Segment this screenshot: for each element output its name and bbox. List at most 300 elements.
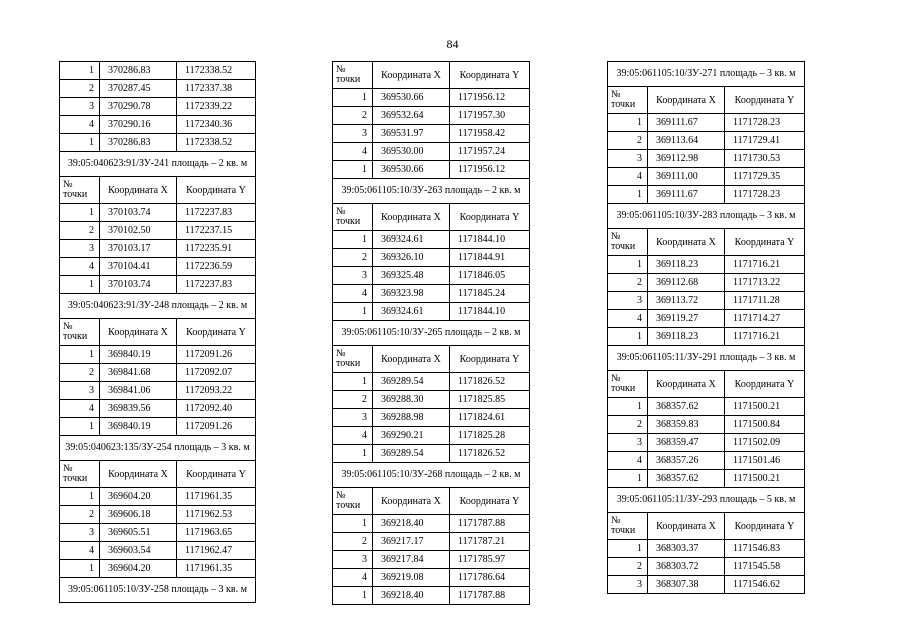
header-coordinate-y: Координата Y <box>177 319 256 346</box>
point-number-cell: 1 <box>333 231 373 249</box>
coordinate-x-cell: 369840.19 <box>100 418 177 436</box>
coordinate-y-cell: 1171500.21 <box>725 470 805 488</box>
coordinate-x-cell: 369288.30 <box>373 391 450 409</box>
point-number-cell: 4 <box>60 542 100 560</box>
coordinate-y-cell: 1171500.21 <box>725 398 805 416</box>
parcel-title-row <box>608 488 805 513</box>
coordinate-y-cell: 1171714.27 <box>725 310 805 328</box>
header-coordinate-y: Координата Y <box>177 177 256 204</box>
point-number-cell: 4 <box>333 143 373 161</box>
coordinate-x-cell: 368303.72 <box>648 558 725 576</box>
coordinate-x-cell: 369841.06 <box>100 382 177 400</box>
coordinate-x-cell: 369113.64 <box>648 132 725 150</box>
point-number-cell: 1 <box>333 89 373 107</box>
point-number-cell: 3 <box>608 576 648 594</box>
coordinate-x-cell: 368359.47 <box>648 434 725 452</box>
table-header-row <box>60 461 256 488</box>
header-point-number: № точки <box>608 513 648 540</box>
coordinate-table <box>607 61 805 594</box>
coordinate-x-cell: 369112.98 <box>648 150 725 168</box>
coordinate-x-cell: 369530.66 <box>373 89 450 107</box>
table-row <box>333 409 530 427</box>
coordinate-y-cell: 1171546.83 <box>725 540 805 558</box>
point-number-cell: 1 <box>608 186 648 204</box>
table-row <box>60 80 256 98</box>
table-row <box>333 285 530 303</box>
coordinate-y-cell: 1171962.53 <box>177 506 256 524</box>
table-row <box>60 488 256 506</box>
point-number-cell: 1 <box>608 470 648 488</box>
coordinate-y-cell: 1171787.88 <box>450 587 530 605</box>
coordinate-x-cell: 370102.50 <box>100 222 177 240</box>
table-row <box>608 452 805 470</box>
table-row <box>333 373 530 391</box>
table-header-row <box>60 319 256 346</box>
point-number-cell: 2 <box>333 391 373 409</box>
header-point-number: № точки <box>333 204 373 231</box>
parcel-title-row <box>60 294 256 319</box>
point-number-cell: 1 <box>60 62 100 80</box>
point-number-cell: 4 <box>608 452 648 470</box>
table-row <box>608 470 805 488</box>
coordinate-x-cell: 369118.23 <box>648 256 725 274</box>
point-number-cell: 1 <box>608 398 648 416</box>
header-coordinate-y: Координата Y <box>177 461 256 488</box>
parcel-title-row <box>60 578 256 603</box>
coordinate-y-cell: 1172237.83 <box>177 276 256 294</box>
coordinate-x-cell: 369532.64 <box>373 107 450 125</box>
parcel-title: 39:05:061105:11/ЗУ-293 площадь – 5 кв. м <box>608 488 805 513</box>
table-row <box>608 416 805 434</box>
header-coordinate-y: Координата Y <box>725 513 805 540</box>
point-number-cell: 1 <box>60 488 100 506</box>
table-row <box>333 515 530 533</box>
coordinate-y-cell: 1171957.24 <box>450 143 530 161</box>
coordinate-x-cell: 370286.83 <box>100 134 177 152</box>
coordinate-x-cell: 369118.23 <box>648 328 725 346</box>
coordinate-y-cell: 1171844.10 <box>450 231 530 249</box>
coordinate-x-cell: 369290.21 <box>373 427 450 445</box>
coordinate-x-cell: 369219.08 <box>373 569 450 587</box>
parcel-title: 39:05:061105:10/ЗУ-271 площадь – 3 кв. м <box>608 62 805 87</box>
parcel-title: 39:05:061105:10/ЗУ-265 площадь – 2 кв. м <box>333 321 530 346</box>
table-row <box>608 328 805 346</box>
parcel-title: 39:05:061105:10/ЗУ-258 площадь – 3 кв. м <box>60 578 256 603</box>
point-number-cell: 3 <box>60 524 100 542</box>
point-number-cell: 1 <box>608 114 648 132</box>
coordinate-y-cell: 1171728.23 <box>725 114 805 132</box>
coordinate-x-cell: 368359.83 <box>648 416 725 434</box>
table-header-row <box>608 229 805 256</box>
coordinate-x-cell: 370103.74 <box>100 204 177 222</box>
parcel-title: 39:05:040623:91/ЗУ-248 площадь – 2 кв. м <box>60 294 256 319</box>
coordinate-x-cell: 369326.10 <box>373 249 450 267</box>
parcel-title-row <box>333 463 530 488</box>
table-row <box>608 558 805 576</box>
table-row <box>333 125 530 143</box>
coordinate-y-cell: 1172091.26 <box>177 418 256 436</box>
coordinate-x-cell: 369839.56 <box>100 400 177 418</box>
header-point-number: № точки <box>608 371 648 398</box>
parcel-title-row <box>333 321 530 346</box>
coordinate-y-cell: 1171501.46 <box>725 452 805 470</box>
coordinate-x-cell: 369606.18 <box>100 506 177 524</box>
header-point-number: № точки <box>60 461 100 488</box>
parcel-title-row <box>333 179 530 204</box>
table-row <box>333 303 530 321</box>
header-point-number: № точки <box>608 87 648 114</box>
coordinate-y-cell: 1171785.97 <box>450 551 530 569</box>
coordinate-y-cell: 1171786.64 <box>450 569 530 587</box>
table-header-row <box>608 513 805 540</box>
table-row <box>608 540 805 558</box>
table-header-row <box>333 62 530 89</box>
table-row <box>333 445 530 463</box>
table-row <box>608 132 805 150</box>
coordinate-y-cell: 1172092.40 <box>177 400 256 418</box>
coordinate-y-cell: 1171500.84 <box>725 416 805 434</box>
table-row <box>60 222 256 240</box>
coordinate-x-cell: 369217.17 <box>373 533 450 551</box>
coordinate-x-cell: 369840.19 <box>100 346 177 364</box>
table-row <box>333 89 530 107</box>
table-row <box>60 258 256 276</box>
header-coordinate-x: Координата X <box>373 346 450 373</box>
point-number-cell: 3 <box>60 382 100 400</box>
header-point-number: № точки <box>333 488 373 515</box>
coordinate-y-cell: 1171826.52 <box>450 445 530 463</box>
table-row <box>333 551 530 569</box>
point-number-cell: 4 <box>333 569 373 587</box>
coordinate-x-cell: 368357.26 <box>648 452 725 470</box>
coordinate-y-cell: 1171961.35 <box>177 560 256 578</box>
table-row <box>608 274 805 292</box>
coordinate-y-cell: 1171961.35 <box>177 488 256 506</box>
coordinate-x-cell: 369604.20 <box>100 488 177 506</box>
table-header-row <box>608 87 805 114</box>
coordinate-x-cell: 369119.27 <box>648 310 725 328</box>
point-number-cell: 1 <box>333 303 373 321</box>
header-coordinate-y: Координата Y <box>725 87 805 114</box>
table-header-row <box>333 346 530 373</box>
coordinate-x-cell: 370103.17 <box>100 240 177 258</box>
table-row <box>333 267 530 285</box>
point-number-cell: 2 <box>60 364 100 382</box>
coordinate-x-cell: 368307.38 <box>648 576 725 594</box>
coordinate-x-cell: 370290.78 <box>100 98 177 116</box>
coordinate-x-cell: 369218.40 <box>373 587 450 605</box>
table-header-row <box>333 204 530 231</box>
table-row <box>60 364 256 382</box>
coordinate-y-cell: 1171730.53 <box>725 150 805 168</box>
coordinate-y-cell: 1171545.58 <box>725 558 805 576</box>
point-number-cell: 1 <box>608 540 648 558</box>
table-row <box>608 310 805 328</box>
table-row <box>60 240 256 258</box>
coordinate-y-cell: 1171502.09 <box>725 434 805 452</box>
coordinate-y-cell: 1171846.05 <box>450 267 530 285</box>
point-number-cell: 4 <box>608 310 648 328</box>
parcel-title: 39:05:040623:135/ЗУ-254 площадь – 3 кв. м <box>60 436 256 461</box>
coordinate-y-cell: 1171728.23 <box>725 186 805 204</box>
table-header-row <box>333 488 530 515</box>
coordinate-x-cell: 369112.68 <box>648 274 725 292</box>
point-number-cell: 2 <box>60 506 100 524</box>
point-number-cell: 4 <box>333 285 373 303</box>
point-number-cell: 1 <box>333 445 373 463</box>
coordinate-column-right <box>607 61 805 594</box>
parcel-title-row <box>60 152 256 177</box>
table-row <box>608 150 805 168</box>
coordinate-x-cell: 369289.54 <box>373 445 450 463</box>
coordinate-x-cell: 369111.67 <box>648 114 725 132</box>
table-row <box>333 231 530 249</box>
parcel-title: 39:05:040623:91/ЗУ-241 площадь – 2 кв. м <box>60 152 256 177</box>
point-number-cell: 3 <box>333 409 373 427</box>
coordinate-x-cell: 369324.61 <box>373 231 450 249</box>
coordinate-column-middle <box>332 61 530 605</box>
point-number-cell: 1 <box>608 328 648 346</box>
coordinate-y-cell: 1171958.42 <box>450 125 530 143</box>
point-number-cell: 1 <box>333 373 373 391</box>
header-coordinate-x: Координата X <box>100 319 177 346</box>
coordinate-y-cell: 1171963.65 <box>177 524 256 542</box>
coordinate-y-cell: 1171711.28 <box>725 292 805 310</box>
point-number-cell: 2 <box>608 416 648 434</box>
coordinate-y-cell: 1171824.61 <box>450 409 530 427</box>
coordinate-y-cell: 1171844.10 <box>450 303 530 321</box>
parcel-title: 39:05:061105:10/ЗУ-263 площадь – 2 кв. м <box>333 179 530 204</box>
header-coordinate-y: Координата Y <box>450 204 530 231</box>
coordinate-y-cell: 1172338.52 <box>177 62 256 80</box>
coordinate-x-cell: 369111.00 <box>648 168 725 186</box>
coordinate-x-cell: 369841.68 <box>100 364 177 382</box>
header-coordinate-y: Координата Y <box>450 346 530 373</box>
point-number-cell: 1 <box>60 418 100 436</box>
header-point-number: № точки <box>608 229 648 256</box>
point-number-cell: 4 <box>608 168 648 186</box>
coordinate-x-cell: 370103.74 <box>100 276 177 294</box>
coordinate-y-cell: 1172338.52 <box>177 134 256 152</box>
point-number-cell: 3 <box>333 551 373 569</box>
table-row <box>60 506 256 524</box>
table-row <box>608 186 805 204</box>
table-header-row <box>60 177 256 204</box>
table-row <box>60 62 256 80</box>
coordinate-x-cell: 368303.37 <box>648 540 725 558</box>
parcel-title-row <box>608 204 805 229</box>
point-number-cell: 3 <box>608 292 648 310</box>
coordinate-y-cell: 1171956.12 <box>450 161 530 179</box>
point-number-cell: 2 <box>608 274 648 292</box>
header-point-number: № точки <box>60 177 100 204</box>
point-number-cell: 3 <box>60 240 100 258</box>
coordinate-y-cell: 1171716.21 <box>725 328 805 346</box>
point-number-cell: 2 <box>608 558 648 576</box>
coordinate-y-cell: 1171845.24 <box>450 285 530 303</box>
coordinate-y-cell: 1171962.47 <box>177 542 256 560</box>
coordinate-x-cell: 369218.40 <box>373 515 450 533</box>
table-row <box>333 107 530 125</box>
table-row <box>60 382 256 400</box>
coordinate-y-cell: 1172340.36 <box>177 116 256 134</box>
table-row <box>333 391 530 409</box>
point-number-cell: 3 <box>608 434 648 452</box>
coordinate-y-cell: 1171787.88 <box>450 515 530 533</box>
coordinate-y-cell: 1172093.22 <box>177 382 256 400</box>
point-number-cell: 3 <box>608 150 648 168</box>
coordinate-x-cell: 369111.67 <box>648 186 725 204</box>
header-coordinate-x: Координата X <box>100 461 177 488</box>
header-coordinate-y: Координата Y <box>450 488 530 515</box>
table-row <box>333 427 530 445</box>
coordinate-x-cell: 369217.84 <box>373 551 450 569</box>
point-number-cell: 2 <box>60 80 100 98</box>
point-number-cell: 1 <box>333 587 373 605</box>
header-point-number: № точки <box>333 346 373 373</box>
coordinate-y-cell: 1171713.22 <box>725 274 805 292</box>
coordinate-y-cell: 1171729.41 <box>725 132 805 150</box>
coordinate-x-cell: 369289.54 <box>373 373 450 391</box>
page-number: 84 <box>446 37 459 51</box>
coordinate-x-cell: 368357.62 <box>648 470 725 488</box>
coordinate-y-cell: 1172337.38 <box>177 80 256 98</box>
parcel-title-row <box>60 436 256 461</box>
table-row <box>608 398 805 416</box>
table-row <box>333 143 530 161</box>
parcel-title: 39:05:061105:11/ЗУ-291 площадь – 3 кв. м <box>608 346 805 371</box>
point-number-cell: 1 <box>60 134 100 152</box>
table-row <box>60 400 256 418</box>
header-coordinate-x: Координата X <box>100 177 177 204</box>
coordinate-y-cell: 1172236.59 <box>177 258 256 276</box>
coordinate-x-cell: 369530.00 <box>373 143 450 161</box>
header-coordinate-x: Координата X <box>648 87 725 114</box>
coordinate-y-cell: 1171956.12 <box>450 89 530 107</box>
point-number-cell: 4 <box>60 116 100 134</box>
point-number-cell: 4 <box>60 258 100 276</box>
coordinate-y-cell: 1171546.62 <box>725 576 805 594</box>
coordinate-y-cell: 1172339.22 <box>177 98 256 116</box>
point-number-cell: 1 <box>608 256 648 274</box>
point-number-cell: 1 <box>333 161 373 179</box>
coordinate-y-cell: 1171957.30 <box>450 107 530 125</box>
table-row <box>60 204 256 222</box>
parcel-title-row <box>608 62 805 87</box>
parcel-title: 39:05:061105:10/ЗУ-283 площадь – 3 кв. м <box>608 204 805 229</box>
header-coordinate-y: Координата Y <box>450 62 530 89</box>
table-row <box>333 249 530 267</box>
point-number-cell: 2 <box>333 107 373 125</box>
header-coordinate-x: Координата X <box>648 371 725 398</box>
header-coordinate-x: Координата X <box>373 62 450 89</box>
parcel-title: 39:05:061105:10/ЗУ-268 площадь – 2 кв. м <box>333 463 530 488</box>
coordinate-x-cell: 369323.98 <box>373 285 450 303</box>
point-number-cell: 2 <box>608 132 648 150</box>
coordinate-x-cell: 369325.48 <box>373 267 450 285</box>
coordinate-y-cell: 1171825.28 <box>450 427 530 445</box>
point-number-cell: 3 <box>60 98 100 116</box>
table-row <box>60 542 256 560</box>
point-number-cell: 4 <box>60 400 100 418</box>
point-number-cell: 1 <box>60 204 100 222</box>
table-row <box>608 114 805 132</box>
coordinate-x-cell: 370104.41 <box>100 258 177 276</box>
point-number-cell: 1 <box>60 346 100 364</box>
point-number-cell: 2 <box>333 533 373 551</box>
table-row <box>60 116 256 134</box>
table-row <box>60 98 256 116</box>
coordinate-x-cell: 369605.51 <box>100 524 177 542</box>
table-row <box>333 587 530 605</box>
coordinate-y-cell: 1172092.07 <box>177 364 256 382</box>
header-coordinate-x: Координата X <box>373 204 450 231</box>
table-row <box>608 292 805 310</box>
coordinate-table <box>59 61 256 603</box>
coordinate-y-cell: 1172237.83 <box>177 204 256 222</box>
header-point-number: № точки <box>60 319 100 346</box>
table-row <box>333 533 530 551</box>
table-row <box>60 276 256 294</box>
coordinate-y-cell: 1171825.85 <box>450 391 530 409</box>
table-row <box>60 134 256 152</box>
coordinate-column-left <box>59 61 256 603</box>
coordinate-x-cell: 369324.61 <box>373 303 450 321</box>
coordinate-y-cell: 1172091.26 <box>177 346 256 364</box>
coordinate-table <box>332 61 530 605</box>
coordinate-x-cell: 370287.45 <box>100 80 177 98</box>
header-coordinate-y: Координата Y <box>725 229 805 256</box>
table-row <box>333 161 530 179</box>
table-header-row <box>608 371 805 398</box>
coordinate-x-cell: 369288.98 <box>373 409 450 427</box>
parcel-title-row <box>608 346 805 371</box>
point-number-cell: 1 <box>60 276 100 294</box>
table-row <box>608 434 805 452</box>
coordinate-y-cell: 1171787.21 <box>450 533 530 551</box>
header-coordinate-x: Координата X <box>648 513 725 540</box>
point-number-cell: 2 <box>333 249 373 267</box>
coordinate-x-cell: 370290.16 <box>100 116 177 134</box>
point-number-cell: 1 <box>60 560 100 578</box>
header-coordinate-x: Координата X <box>373 488 450 515</box>
coordinate-x-cell: 370286.83 <box>100 62 177 80</box>
table-row <box>608 256 805 274</box>
table-row <box>60 560 256 578</box>
coordinate-x-cell: 369530.66 <box>373 161 450 179</box>
coordinate-y-cell: 1171716.21 <box>725 256 805 274</box>
table-row <box>333 569 530 587</box>
point-number-cell: 3 <box>333 267 373 285</box>
table-row <box>608 576 805 594</box>
header-point-number: № точки <box>333 62 373 89</box>
coordinate-y-cell: 1171844.91 <box>450 249 530 267</box>
point-number-cell: 4 <box>333 427 373 445</box>
table-row <box>608 168 805 186</box>
coordinate-y-cell: 1171729.35 <box>725 168 805 186</box>
header-coordinate-x: Координата X <box>648 229 725 256</box>
coordinate-x-cell: 369604.20 <box>100 560 177 578</box>
table-row <box>60 346 256 364</box>
coordinate-y-cell: 1172237.15 <box>177 222 256 240</box>
point-number-cell: 2 <box>60 222 100 240</box>
coordinate-x-cell: 369113.72 <box>648 292 725 310</box>
table-row <box>60 418 256 436</box>
coordinate-y-cell: 1172235.91 <box>177 240 256 258</box>
coordinate-x-cell: 369603.54 <box>100 542 177 560</box>
coordinate-x-cell: 368357.62 <box>648 398 725 416</box>
point-number-cell: 1 <box>333 515 373 533</box>
